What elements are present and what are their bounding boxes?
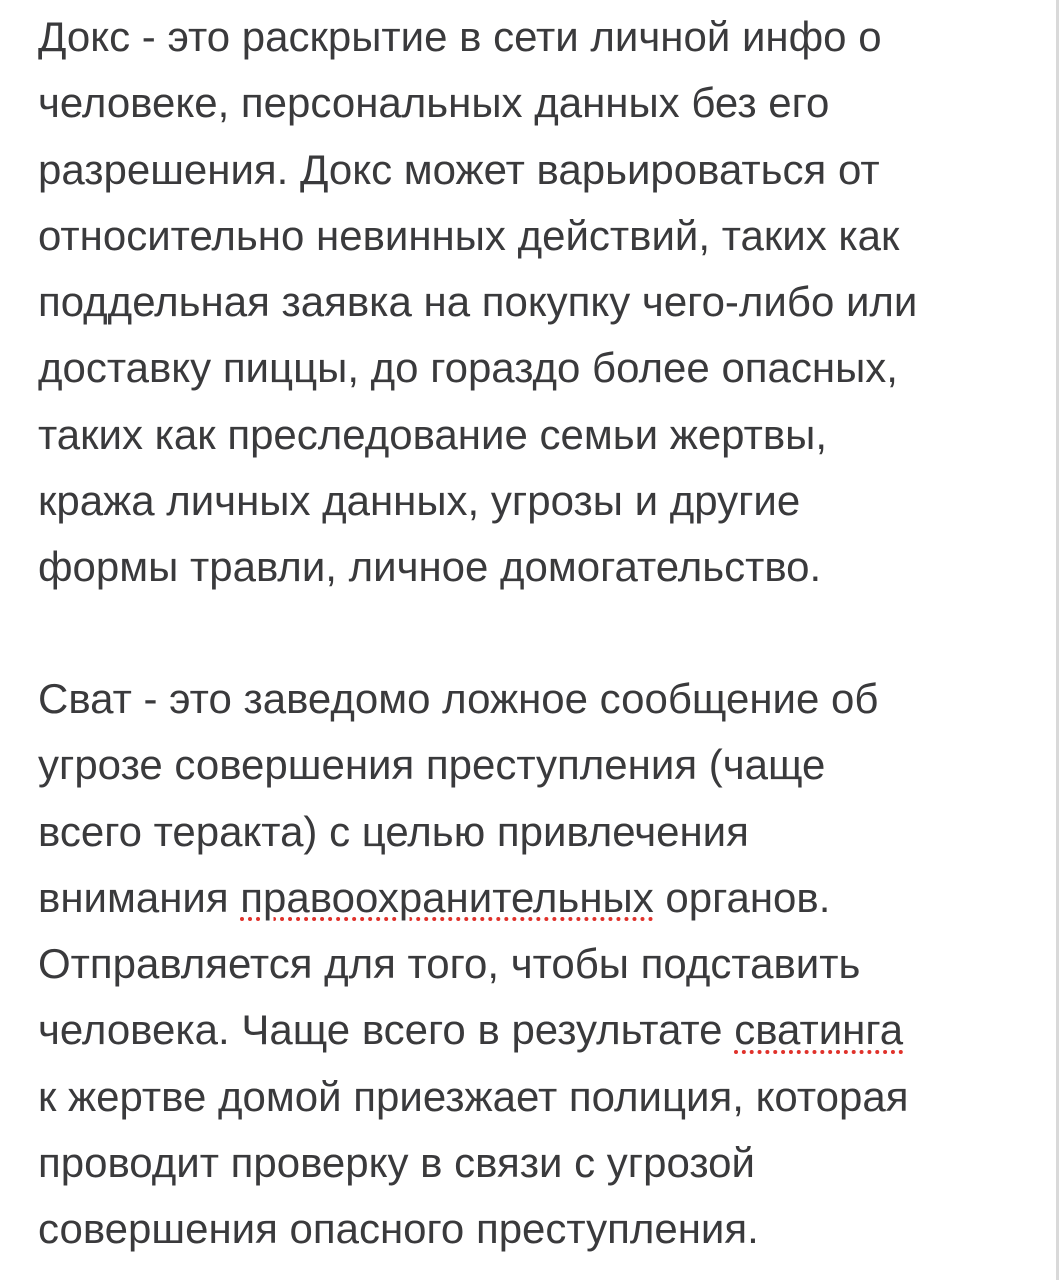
text-line: Сват - это заведомо ложное сообщение об — [38, 675, 879, 722]
text-line: Отправляется для того, чтобы подставить — [38, 940, 861, 988]
text-line: таких как преследование семьи жертвы, — [38, 410, 828, 458]
text-segment: человека. Чаще всего в результате — [38, 1006, 735, 1054]
text-line: формы травли, личное домогательство. — [38, 543, 822, 591]
text-line: разрешения. Докс может варьироваться от — [38, 145, 880, 193]
text-line: проводит проверку в связи с угрозой — [38, 1139, 755, 1187]
text-line: доставку пиццы, до гораздо более опасных, — [38, 344, 898, 392]
misspelled-word[interactable]: сватинга — [734, 1006, 904, 1054]
text-segment: внимания — [38, 873, 241, 921]
misspelled-word[interactable]: правоохранительных — [240, 873, 654, 921]
text-line: человеке, персональных данных без его — [38, 79, 830, 127]
text-line: кража личных данных, угрозы и другие — [38, 477, 801, 525]
text-line: относительно невинных действий, таких как — [38, 211, 900, 259]
text-segment: органов. — [653, 873, 831, 921]
text-line: к жертве домой приезжает полиция, которая — [38, 1072, 909, 1120]
paragraph-swatting — [38, 666, 908, 1263]
paragraph-doxing — [38, 4, 917, 601]
text-line: угрозе совершения преступления (чаще — [38, 741, 826, 789]
text-line: Докс - это раскрытие в сети личной инфо о — [38, 13, 882, 60]
text-line: всего теракта) с целью привлечения — [38, 807, 749, 855]
text-line — [38, 997, 908, 1063]
text-line — [38, 865, 908, 931]
text-line: поддельная заявка на покупку чего-либо или — [38, 278, 918, 326]
text-line: совершения опасного преступления. — [38, 1205, 759, 1253]
